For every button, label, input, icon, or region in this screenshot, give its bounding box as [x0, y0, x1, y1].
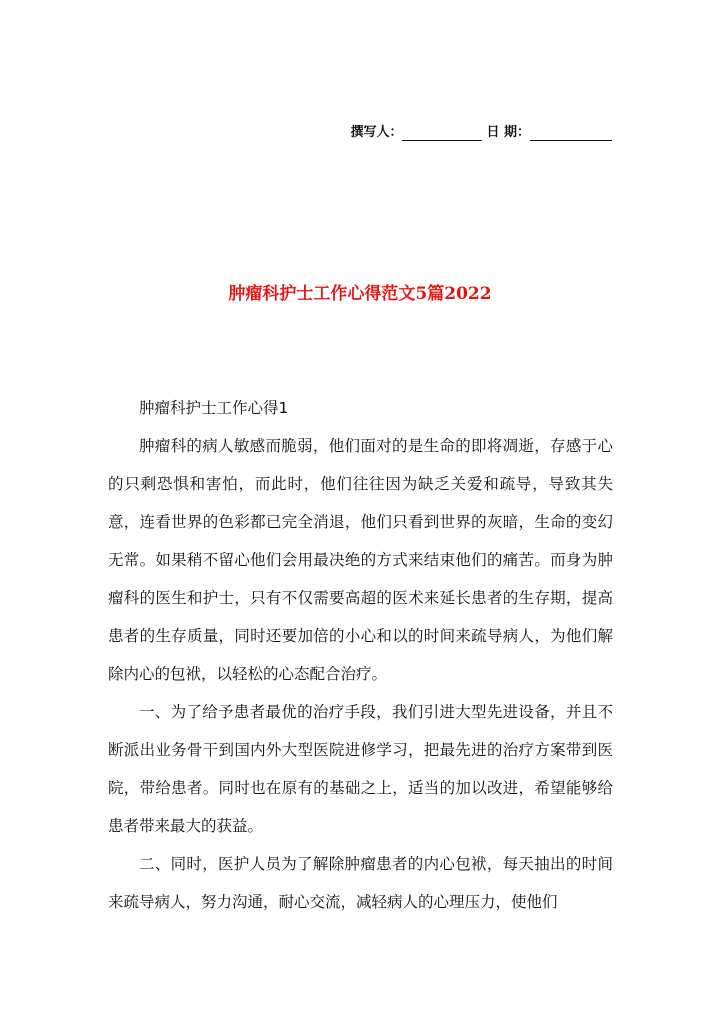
paragraph-3: 二、同时，医护人员为了解除肿瘤患者的内心包袱，每天抽出的时间来疏导病人，努力沟通，耐心交流，减轻病人的心理压力，使他们 [108, 855, 613, 911]
date-label: 日 期： [486, 125, 530, 140]
paragraph-2: 一、为了给予患者最优的治疗手段，我们引进大型先进设备，并且不断派出业务骨干到国内外大型医院进修学习，把最先进的治疗方案带到医院，带给患者。同时也在原有的基础之上，适当的加以改进，希望能够给患者带来最大的获益。 [108, 703, 613, 835]
section-heading: 肿瘤科护士工作心得1 [139, 399, 289, 417]
document-title: 肿瘤科护士工作心得范文5篇2022 [228, 284, 492, 304]
author-date-line [350, 123, 612, 143]
document-body [108, 389, 613, 921]
date-blank [530, 125, 612, 141]
paragraph-1: 肿瘤科的病人敏感而脆弱，他们面对的是生命的即将凋逝，存感于心的只剩恐惧和害怕，而此时，他们往往因为缺乏关爱和疏导，导致其失意，连看世界的色彩都已完全消退，他们只看到世界的灰暗，生命的变幻无常。如果稍不留心他们会用最决绝的方式来结束他们的痛苦。而身为肿瘤科的医生和护士，只有不仅需要高超的医术来延长患者的生存期，提高患者的生存质量，同时还要加倍的小心和以的时间来疏导病人，为他们解除内心的包袱，以轻松的心态配合治疗。 [108, 437, 613, 683]
author-blank [402, 125, 482, 141]
author-label: 撰写人： [350, 125, 403, 140]
